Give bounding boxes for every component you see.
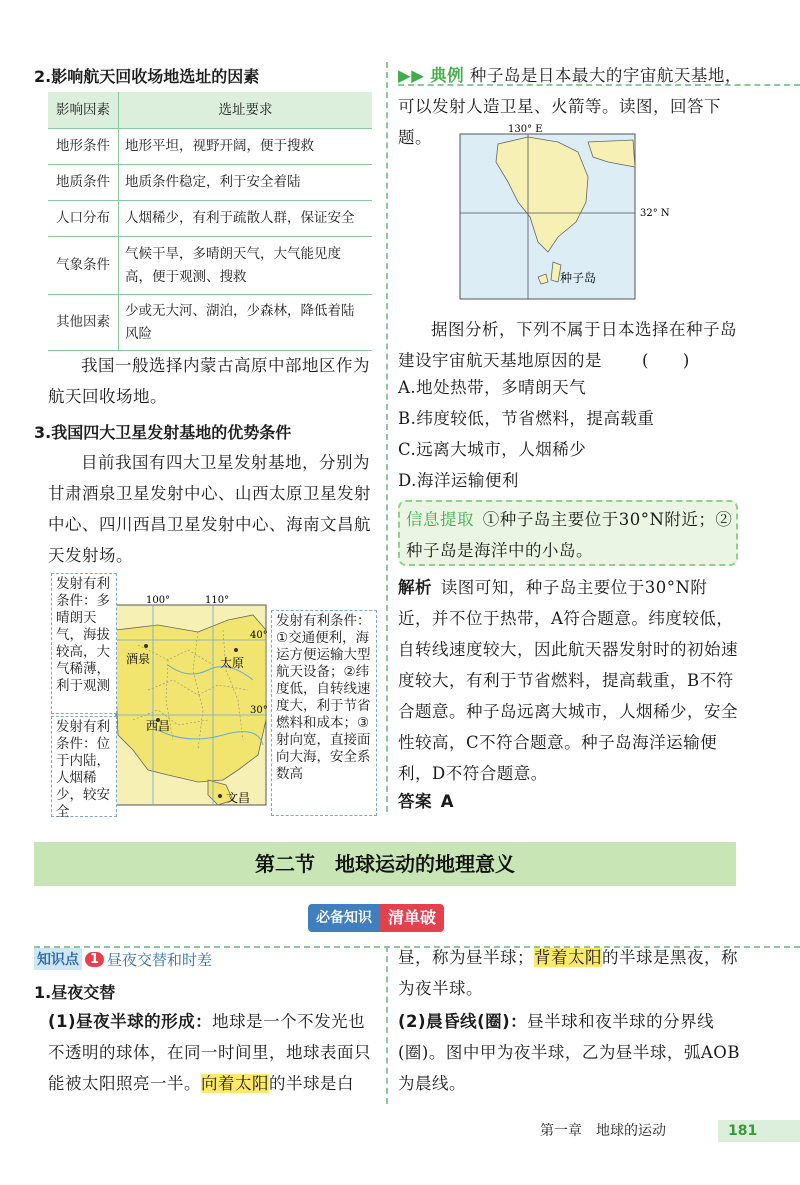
japan-map-graphic — [458, 122, 688, 302]
info-label: 信息提取 — [406, 510, 474, 529]
knowledge-badge — [308, 904, 444, 932]
table-row — [48, 201, 372, 237]
para-day-night-a: 地球是一个不发光也不透明的球体，在同一时间里，地球表面只能被太阳照亮一半。 — [48, 1012, 371, 1093]
kp-label: 知识点 — [34, 948, 82, 970]
para-day-night — [48, 1006, 376, 1099]
para-recovery-site: 我国一般选择内蒙古高原中部地区作为航天回收场地。 — [48, 356, 370, 406]
table-cell-req: 地质条件稳定，利于安全着陆 — [119, 165, 373, 201]
kp-number: 1 — [85, 952, 104, 967]
lon-label-110: 110° — [205, 595, 230, 606]
knowledge-point-header — [34, 948, 212, 970]
table-cell-factor: 气象条件 — [48, 237, 119, 295]
column-divider-top — [386, 62, 388, 812]
r1-b: 的半球是黑夜，称为夜半球。 — [398, 948, 738, 998]
table-header-factor: 影响因素 — [48, 92, 119, 129]
option-c: C.远离大城市，人烟稀少 — [398, 440, 587, 459]
lat-label-30: 30° — [250, 705, 268, 716]
para-terminator-bold: (2)晨昏线(圈)： — [398, 1012, 528, 1031]
example-text: 种子岛是日本最大的宇宙航天基地，可以发射人造卫星、火箭等。读图，回答下题。 — [398, 66, 742, 147]
analysis-label: 解析 — [398, 578, 432, 597]
table-cell-req: 地形平坦，视野开阔，便于搜救 — [119, 129, 373, 165]
answer-label: 答案 — [398, 792, 432, 811]
table-row — [48, 129, 372, 165]
table-row — [48, 165, 372, 201]
city-jiuquan: 酒泉 — [126, 652, 151, 666]
question-stem — [398, 314, 738, 376]
para-day-night-hl: 向着太阳 — [201, 1074, 269, 1093]
question-paren: ( ) — [642, 351, 690, 370]
jp-lat-label: 32° N — [640, 208, 670, 219]
r1-a: 昼，称为昼半球； — [398, 948, 534, 967]
kp-title: 昼夜交替和时差 — [107, 950, 213, 969]
answer-value: A — [440, 792, 455, 811]
para-terminator-text: 昼半球和夜半球的分界线(圈)。图中甲为夜半球，乙为昼半球，弧AOB为晨线。 — [398, 1012, 740, 1093]
column-divider-bottom — [386, 946, 388, 1104]
table-cell-req: 人烟稀少，有利于疏散人群，保证安全 — [119, 201, 373, 237]
question-text: 据图分析，下列不属于日本选择在种子岛建设宇宙航天基地原因的是 — [398, 320, 737, 370]
table-row — [48, 295, 372, 351]
info-box — [398, 500, 738, 566]
note-xichang: 发射有利条件：位于内陆，人烟稀少，较安全 — [51, 716, 117, 817]
badge-right: 清单破 — [380, 904, 444, 932]
footer-chapter: 第一章 地球的运动 — [540, 1123, 666, 1139]
para-day-night-cont — [398, 942, 740, 1004]
option-a: A.地处热带，多晴朗天气 — [398, 378, 587, 397]
para-day-night-bold: (1)昼夜半球的形成： — [48, 1012, 213, 1031]
answer-line — [398, 786, 454, 817]
china-launch-map — [48, 570, 378, 820]
heading-day-night: 1.昼夜交替 — [34, 983, 116, 1002]
table-cell-factor: 人口分布 — [48, 201, 119, 237]
section-title: 第二节 地球运动的地理意义 — [255, 852, 515, 876]
heading-recovery-factors: 2.影响航天回收场地选址的因素 — [34, 67, 260, 86]
badge-left: 必备知识 — [308, 904, 380, 932]
city-wenchang: 文昌 — [226, 791, 251, 805]
example-tag: 典例 — [430, 66, 465, 85]
japan-map — [458, 122, 688, 302]
para-launch-bases: 目前我国有四大卫星发射基地，分别为甘肃酒泉卫星发射中心、山西太原卫星发射中心、四川西昌卫星发射中心、海南文昌航天发射场。 — [48, 453, 371, 565]
factors-table — [48, 92, 372, 351]
example-tag-icon: ▶▶ — [398, 66, 425, 85]
table-row — [48, 237, 372, 295]
analysis-block — [398, 572, 740, 789]
lat-label-40: 40° — [250, 630, 268, 641]
table-cell-factor: 地质条件 — [48, 165, 119, 201]
table-cell-req: 少或无大河、湖泊，少森林，降低着陆风险 — [119, 295, 373, 351]
table-cell-factor: 地形条件 — [48, 129, 119, 165]
city-taiyuan: 太原 — [220, 656, 245, 670]
option-d: D.海洋运输便利 — [398, 471, 519, 490]
footer-page-number: 181 — [718, 1120, 800, 1142]
table-cell-req: 气候干旱，多晴朗天气，大气能见度高，便于观测、搜救 — [119, 237, 373, 295]
factors-table-wrap — [48, 92, 372, 351]
table-cell-factor: 其他因素 — [48, 295, 119, 351]
table-header-row — [48, 92, 372, 129]
table-header-req: 选址要求 — [119, 92, 373, 129]
para-terminator — [398, 1006, 740, 1099]
note-wenchang: 发射有利条件：①交通便利，海运方便运输大型航天设备；②纬度低，自转线速度大，利于节省燃料和成本；③射向宽，直接面向大海，安全系数高 — [271, 610, 377, 816]
para-day-night-b: 的半球是白 — [269, 1074, 354, 1093]
analysis-text: 读图可知，种子岛主要位于30°N附近，并不位于热带，A符合题意。纬度较低，自转线速度较大，因此航天器发射时的初始速度较大，有利于节省燃料，提高载重，B不符合题意。种子岛远离大城市，人烟稀少，安全性较高，C不符合题意。种子岛海洋运输便利，D不符合题意。 — [398, 578, 738, 783]
city-xichang: 西昌 — [146, 719, 171, 733]
lon-label-100: 100° — [146, 595, 171, 606]
heading-launch-bases: 3.我国四大卫星发射基地的优势条件 — [34, 423, 292, 442]
info-text: ①种子岛主要位于30°N附近；②种子岛是海洋中的小岛。 — [406, 510, 733, 560]
option-b: B.纬度较低，节省燃料，提高载重 — [398, 409, 655, 428]
r1-hl: 背着太阳 — [534, 948, 602, 967]
note-jiuquan: 发射有利条件：多晴朗天气，海拔较高，大气稀薄，利于观测 — [51, 573, 117, 714]
tanegashima-label: 种子岛 — [560, 271, 597, 285]
jp-lon-label: 130° E — [508, 124, 543, 135]
